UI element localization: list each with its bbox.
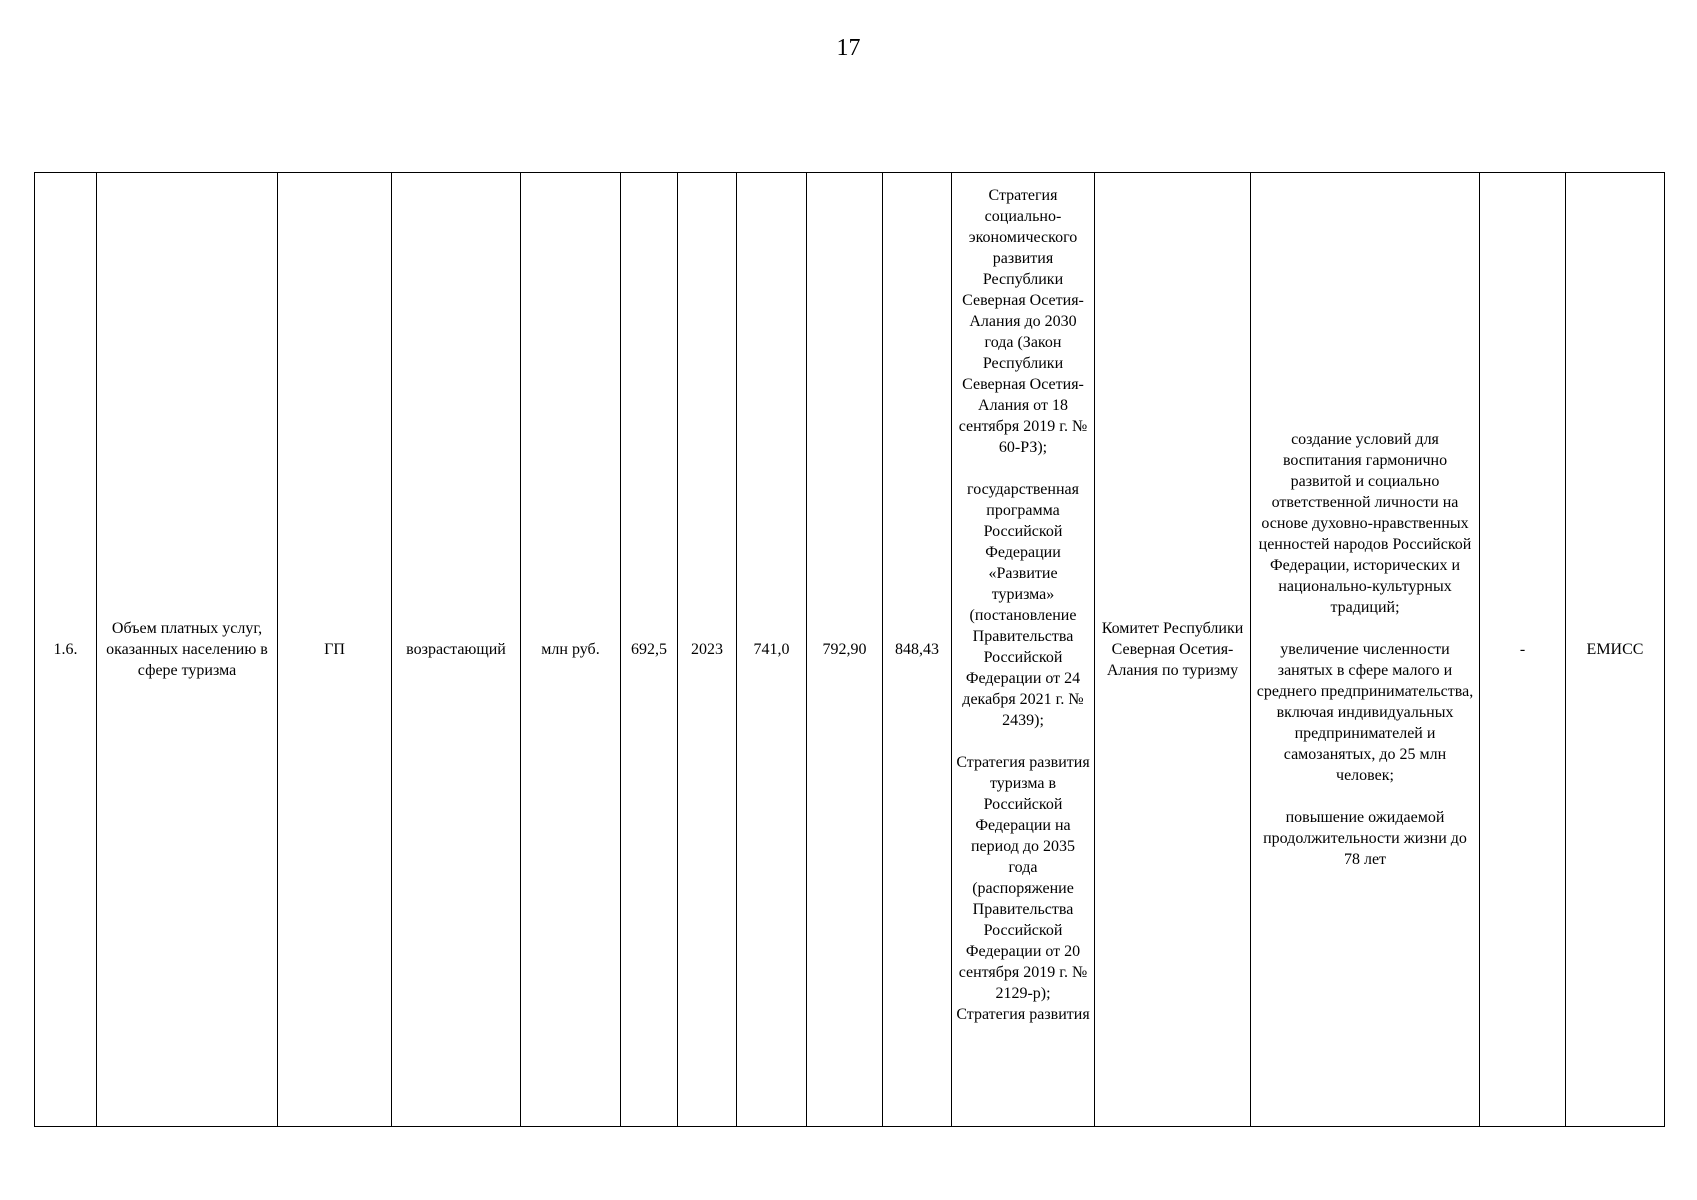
row-number: 1.6. <box>35 173 97 1127</box>
national-goals-cell <box>1251 173 1480 1127</box>
table-row <box>35 173 1665 1127</box>
goal-item: увеличение численности занятых в сфере малого и среднего предпринимательства, включая индивидуальных предпринимателей и самозанятых, до 25 млн человек; <box>1256 641 1474 784</box>
target-value-1: 741,0 <box>737 173 807 1127</box>
responsible-body: Комитет Республики Северная Осетия-Алания по туризму <box>1095 173 1251 1127</box>
related-indicator: - <box>1480 173 1566 1127</box>
base-value: 692,5 <box>621 173 678 1127</box>
goal-item: повышение ожидаемой продолжительности жизни до 78 лет <box>1263 809 1467 868</box>
document-item: Стратегия социально-экономического развития Республики Северная Осетия-Алания до 2030 года (Закон Республики Северная Осетия-Алания от 18 сентября 2019 г. № 60-РЗ); <box>958 187 1088 456</box>
page-number: 17 <box>836 35 861 61</box>
indicator-trend: возрастающий <box>392 173 521 1127</box>
target-value-3: 848,43 <box>883 173 952 1127</box>
strategic-documents-cell <box>952 173 1095 1127</box>
indicator-level: ГП <box>278 173 392 1127</box>
information-source: ЕМИСС <box>1566 173 1665 1127</box>
indicator-name: Объем платных услуг, оказанных населению в сфере туризма <box>97 173 278 1127</box>
unit-of-measure: млн руб. <box>521 173 621 1127</box>
document-item: Стратегия развития <box>956 1006 1090 1023</box>
base-year: 2023 <box>678 173 737 1127</box>
document-item: государственная программа Российской Федерации «Развитие туризма» (постановление Правительства Российской Федерации от 24 декабря 2021 г. № 2439); <box>962 481 1084 729</box>
document-item: Стратегия развития туризма в Российской Федерации на период до 2035 года (распоряжение Правительства Российской Федерации от 20 сентября 2019 г. № 2129-р); <box>956 754 1090 1002</box>
goal-item: создание условий для воспитания гармонично развитой и социально ответственной личности на основе духовно-нравственных ценностей народов Российской Федерации, исторических и национально-культурных традиций; <box>1258 431 1472 616</box>
target-value-2: 792,90 <box>807 173 883 1127</box>
indicators-table <box>34 172 1665 1127</box>
